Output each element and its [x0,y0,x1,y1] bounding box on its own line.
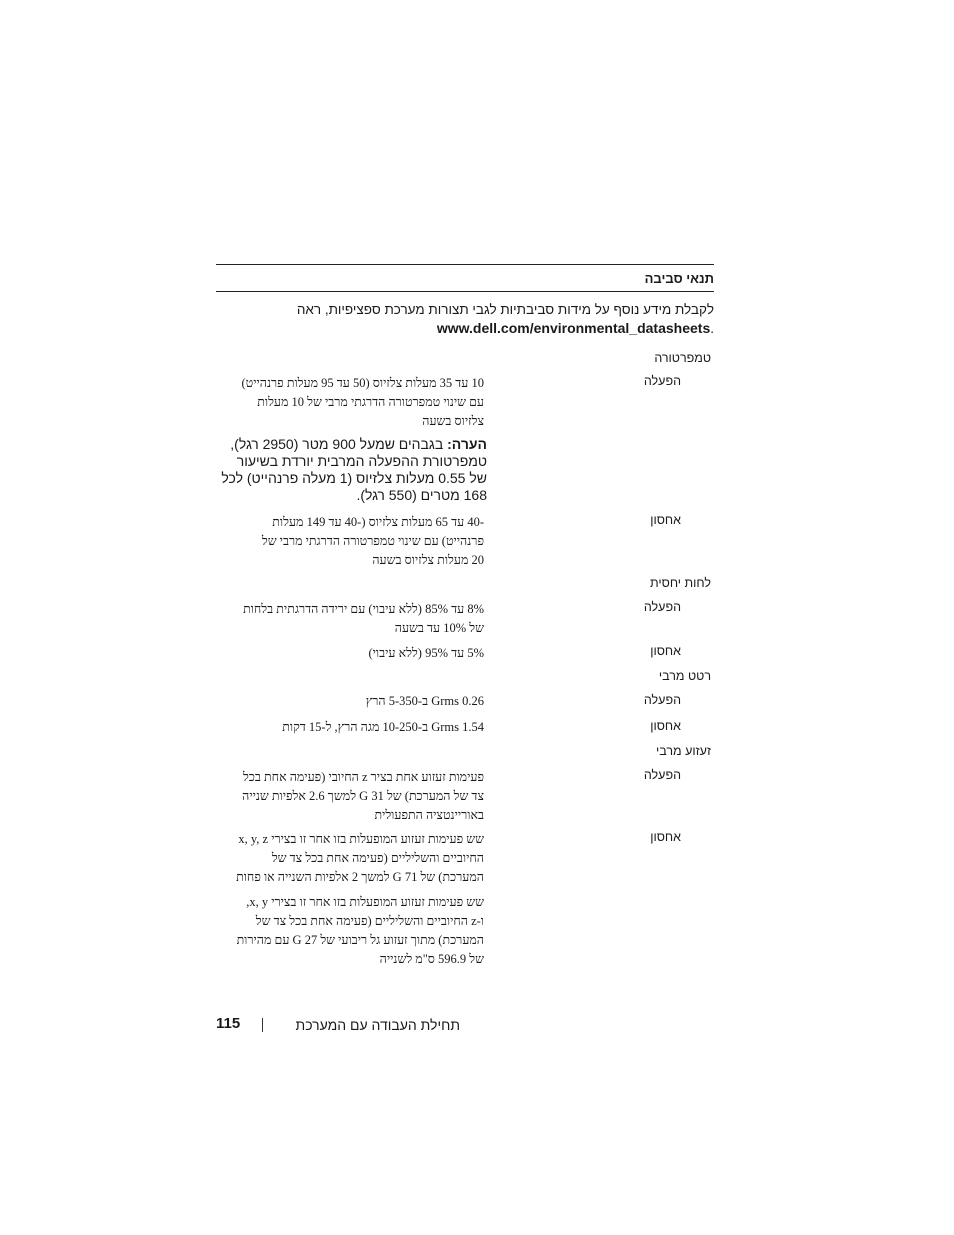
note-text: בגבהים שמעל 900 מטר (2950 רגל), טמפרטורת ההפעלה המרבית יורדת בשיעור של 0.55 מעלות צלזיוס (1 מעלה פרנהייט) לכל 168 מטרים (550 רגל). [221,436,487,503]
vibration-storage-value: 1.54 Grms ב-10-250 מגה הרץ, ל-15 דקות [282,720,484,734]
header-rule-bottom [216,291,714,292]
temperature-operating-value: 10 עד 35 מעלות צלזיוס (50 עד 95 מעלות פרנהייט) עם שינוי טמפרטורה הדרגתי מרבי של 10 מעלות צלזיוס בשעה [241,376,484,428]
shock-heading: זעזוע מרבי [656,744,711,758]
humidity-operating-value: 8% עד 85% (ללא עיבוי) עם ירידה הדרגתית בלחות של 10% עד בשעה [243,602,484,635]
shock-storage-value-a: שש פעימות זעזוע המופעלות בזו אחר זו בצירי x, y, z החיוביים והשליליים (פעימה אחת בכל צד של המערכת) של 71 G למשך 2 אלפיות השנייה או פחות [236,832,484,884]
intro-text: לקבלת מידע נוסף על מידות סביבתיות לגבי תצורות מערכת ספציפיות, ראה [296,302,714,317]
intro-trailing: . [710,321,714,336]
temperature-storage-label: אחסון [650,513,681,527]
vibration-operating-label: הפעלה [643,693,681,707]
environmental-datasheets-link[interactable]: www.dell.com/environmental_datasheets [436,320,711,336]
footer-title: תחילת העבודה עם המערכת [295,1017,460,1033]
shock-storage-value-b: שש פעימות זעזוע המופעלות בזו אחר זו בצירי x, y, ו-z החיוביים והשליליים (פעימה אחת בכל צד של המערכת) מתוך זעזוע גל ריבועי של 27 G עם מהירות של 596.9 ס"מ לשנייה [236,895,484,966]
note-label: הערה: [447,436,487,452]
shock-operating-label: הפעלה [643,768,681,782]
vibration-operating-value: 0.26 Grms ב-5-350 הרץ [365,694,484,708]
humidity-storage-label: אחסון [650,644,681,658]
humidity-operating-label: הפעלה [643,600,681,614]
humidity-storage-value: 5% עד 95% (ללא עיבוי) [368,646,484,660]
vibration-storage-label: אחסון [650,719,681,733]
header-rule-top [216,264,714,265]
shock-storage-label: אחסון [650,830,681,844]
temperature-heading: טמפרטורה [654,351,711,365]
section-title: תנאי סביבה [644,271,714,286]
vibration-heading: רטט מרבי [658,669,711,683]
intro-paragraph [216,300,714,338]
temperature-operating-label: הפעלה [643,374,681,388]
temperature-storage-value: -40 עד 65 מעלות צלזיוס (-40 עד 149 מעלות פרנהייט) עם שינוי טמפרטורה הדרגתי מרבי של 20 מעלות צלזיוס בשעה [261,515,484,567]
footer-separator [262,1018,263,1032]
shock-operating-value: פעימות זעזוע אחת בציר z החיובי (פעימה אחת בכל צד של המערכת) של 31 G למשך 2.6 אלפיות שנייה באוריינטציה התפעולית [242,770,484,822]
humidity-heading: לחות יחסית [649,576,711,590]
altitude-note [217,436,487,504]
page-number: 115 [216,1015,241,1032]
